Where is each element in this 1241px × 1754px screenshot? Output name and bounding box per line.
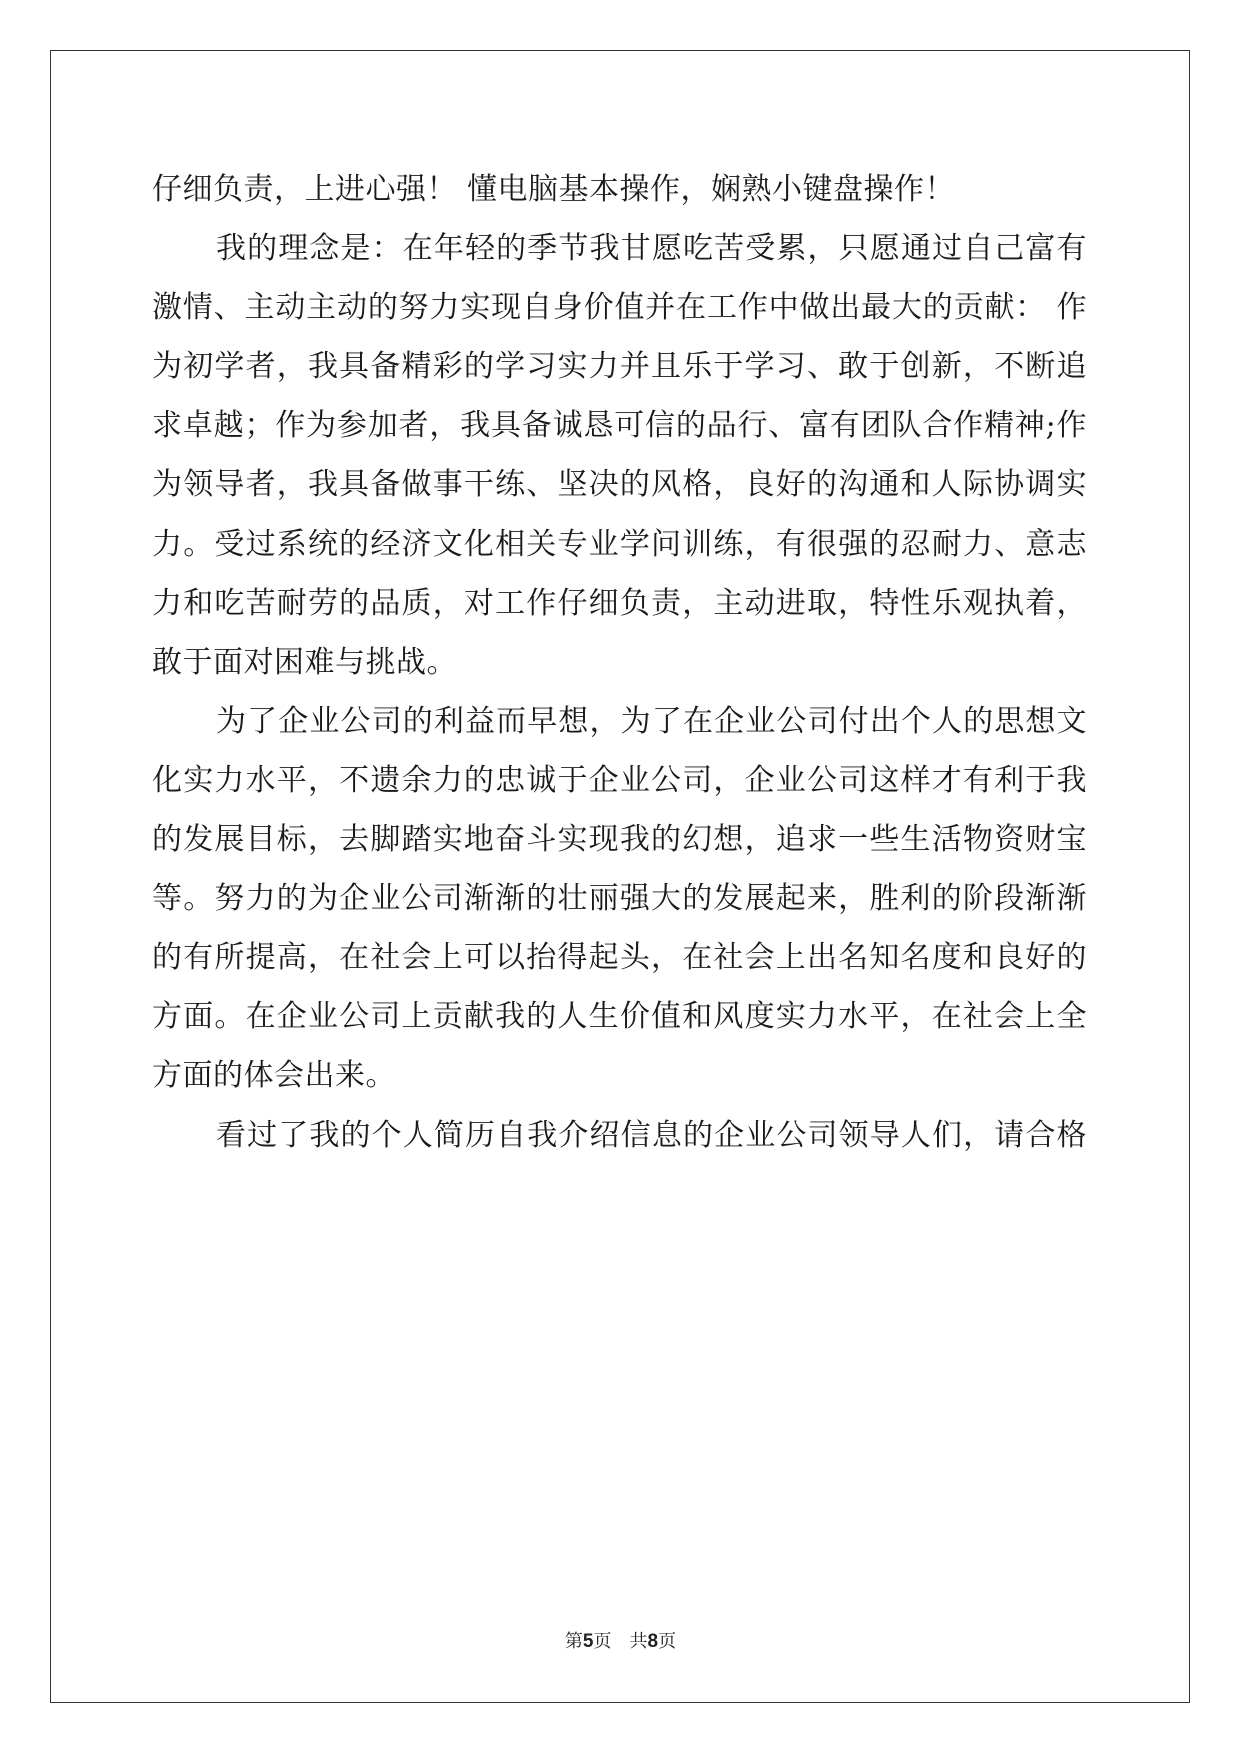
page-number: 5 xyxy=(582,1631,594,1652)
page-suffix: 页 xyxy=(593,1631,612,1652)
text-line-6: 为领导者，我具备做事干练、坚决的风格，良好的沟通和人际协调实 xyxy=(152,467,1087,503)
text-line-17: 看过了我的个人简历自我介绍信息的企业公司领导人们，请合格 xyxy=(216,1117,1087,1153)
text-line-13: 等。努力的为企业公司渐渐的壮丽强大的发展起来，胜利的阶段渐渐 xyxy=(152,881,1087,917)
text-line-11: 化实力水平，不遗余力的忠诚于企业公司，企业公司这样才有利于我 xyxy=(152,762,1087,798)
page-prefix: 第 xyxy=(564,1631,583,1652)
total-prefix: 共 xyxy=(629,1631,648,1652)
text-line-15: 方面。在企业公司上贡献我的人生价值和风度实力水平，在社会上全 xyxy=(152,999,1087,1035)
text-line-10: 为了企业公司的利益而早想，为了在企业公司付出个人的思想文 xyxy=(216,703,1087,739)
text-line-5: 求卓越；作为参加者，我具备诚恳可信的品行、富有团队合作精神;作 xyxy=(152,408,1087,444)
text-line-7: 力。受过系统的经济文化相关专业学问训练，有很强的忍耐力、意志 xyxy=(152,526,1087,562)
text-line-16: 方面的体会出来。 xyxy=(152,1058,396,1094)
text-line-4: 为初学者，我具备精彩的学习实力并且乐于学习、敢于创新，不断追 xyxy=(152,349,1087,385)
text-line-14: 的有所提高，在社会上可以抬得起头，在社会上出名知名度和良好的 xyxy=(152,940,1087,976)
document-body xyxy=(152,160,1087,1165)
total-suffix: 页 xyxy=(658,1631,677,1652)
text-line-3: 激情、主动主动的努力实现自身价值并在工作中做出最大的贡献： 作 xyxy=(152,290,1087,326)
text-line-9: 敢于面对困难与挑战。 xyxy=(152,644,457,680)
total-pages: 8 xyxy=(647,1631,659,1652)
text-line-12: 的发展目标，去脚踏实地奋斗实现我的幻想，追求一些生活物资财宝 xyxy=(152,822,1087,858)
page-footer xyxy=(0,1627,1241,1653)
text-line-8: 力和吃苦耐劳的品质，对工作仔细负责，主动进取，特性乐观执着， xyxy=(152,585,1087,621)
text-line-1: 仔细负责，上进心强！ 懂电脑基本操作，娴熟小键盘操作！ xyxy=(152,172,956,207)
text-line-2: 我的理念是：在年轻的季节我甘愿吃苦受累，只愿通过自己富有 xyxy=(216,231,1087,267)
